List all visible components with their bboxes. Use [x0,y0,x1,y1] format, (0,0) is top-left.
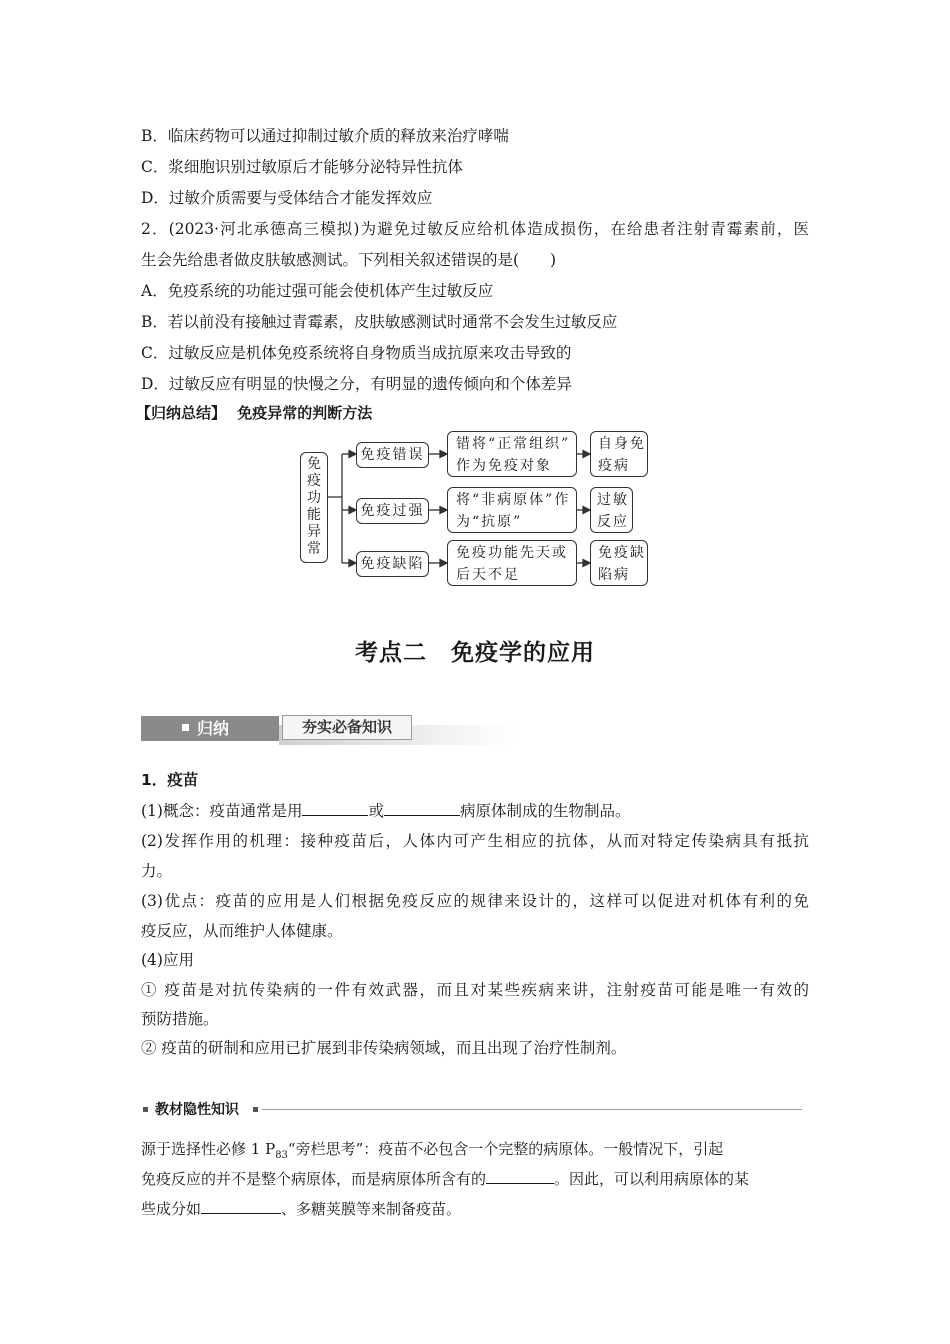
branch-excess-cause [447,487,577,533]
branch-excess-result [590,487,633,533]
hidden-line1 [141,1138,723,1161]
diagram-root-label: 免疫功能异常 [307,456,321,557]
vaccine-app1-line2: 预防措施。 [141,1010,219,1028]
hidden-line1-text-b: “旁栏思考”：疫苗不必包含一个完整的病原体。一般情况下，引起 [287,1140,724,1158]
diagram-root-box [300,452,328,563]
blank-4 [201,1199,281,1214]
branch-deficiency-type-label: 免疫缺陷 [360,556,425,572]
branch-deficiency-result [590,540,648,586]
q2-stem-line1: 2．(2023·河北承德高三模拟)为避免过敏反应给机体造成损伤，在给患者注射青霉素前，医 [141,220,809,238]
hidden-line2 [141,1168,749,1189]
vaccine-concept [141,799,631,821]
branch-deficiency-result-line2: 陷病 [598,567,630,583]
vaccine-app2: ② 疫苗的研制和应用已扩展到非传染病领域，而且出现了治疗性制剂。 [141,1039,627,1057]
branch-excess-cause-line1: 将“非病原体”作 [456,492,571,508]
q2-option-d: D．过敏反应有明显的快慢之分，有明显的遗传倾向和个体差异 [141,375,572,393]
hidden-line3 [141,1198,461,1219]
hidden-line3-text-b: 、多糖荚膜等来制备疫苗。 [281,1200,462,1218]
hidden-knowledge-rule [262,1109,802,1110]
branch-error-result-line2: 疫病 [598,458,630,474]
hidden-knowledge-title: 教材隐性知识 [155,1102,239,1118]
blank-2 [384,801,460,816]
branch-deficiency-cause-line1: 免疫功能先天或 [456,545,568,561]
vaccine-application-heading: (4)应用 [141,951,194,969]
q2-option-c: C．过敏反应是机体免疫系统将自身物质当成抗原来攻击导致的 [141,344,572,362]
page-subscript: 83 [275,1150,288,1161]
q1-option-b: B．临床药物可以通过抑制过敏介质的释放来治疗哮喘 [141,127,509,145]
hidden-knowledge-bullet-left [143,1107,148,1112]
vaccine-app1-line1: ① 疫苗是对抗传染病的一件有效武器，而且对某些疾病来讲，注射疫苗可能是唯一有效的 [141,981,809,999]
vaccine-advantage-line2: 疫反应，从而维护人体健康。 [141,922,343,940]
hidden-line3-text-a: 些成分如 [141,1200,202,1218]
q2-stem-line2: 生会先给患者做皮肤敏感测试。下列相关叙述错误的是( ) [141,251,557,269]
vaccine-concept-text-c: 病原体制成的生物制品。 [459,802,631,820]
branch-error-result [590,431,648,477]
branch-error-result-line1: 自身免 [598,436,646,452]
banner-light-label: 夯实必备知识 [282,715,412,740]
vaccine-advantage-line1: (3)优点：疫苗的应用是人们根据免疫反应的规律来设计的，这样可以促进对机体有利的免 [141,892,809,910]
branch-error-cause-line2: 作为免疫对象 [456,458,552,474]
blank-1 [302,801,368,816]
branch-deficiency-result-line1: 免疫缺 [598,545,646,561]
branch-error-type [356,442,429,468]
branch-excess-type-label: 免疫过强 [360,503,425,519]
banner-square-icon [182,724,189,731]
branch-error-type-label: 免疫错误 [360,447,425,463]
hidden-line2-text-b: 。因此，可以利用病原体的某 [554,1170,750,1188]
branch-error-cause-line1: 错将“正常组织” [456,436,571,452]
branch-excess-result-line1: 过敏 [597,492,629,508]
branch-deficiency-cause [447,540,577,586]
q1-option-d: D．过敏介质需要与受体结合才能发挥效应 [141,189,433,207]
vaccine-mechanism-line2: 力。 [141,862,173,880]
vaccine-concept-text-b: 或 [368,802,384,820]
blank-3 [486,1169,554,1184]
q2-option-b: B．若以前没有接触过青霉素，皮肤敏感测试时通常不会发生过敏反应 [141,313,618,331]
summary-title: 免疫异常的判断方法 [237,404,373,422]
section-title: 考点二 免疫学的应用 [355,640,595,666]
vaccine-mechanism-line1: (2)发挥作用的机理：接种疫苗后，人体内可产生相应的抗体，从而对特定传染病具有抵抗 [141,832,809,850]
q2-option-a: A．免疫系统的功能过强可能会使机体产生过敏反应 [141,282,494,300]
branch-excess-result-line2: 反应 [597,514,629,530]
branch-excess-cause-line2: 为“抗原” [456,514,523,530]
banner-dark-label: 归纳 [197,719,230,738]
branch-deficiency-type [356,551,429,577]
hidden-line1-text-a: 源于选择性必修 1 P [141,1140,276,1158]
branch-excess-type [356,498,429,524]
hidden-line2-text-a: 免疫反应的并不是整个病原体，而是病原体所含有的 [141,1170,487,1188]
q1-option-c: C．浆细胞识别过敏原后才能够分泌特异性抗体 [141,158,463,176]
vaccine-heading: 1．疫苗 [141,771,199,789]
branch-error-cause [447,431,577,477]
hidden-knowledge-bullet-right [253,1107,258,1112]
vaccine-concept-text-a: (1)概念：疫苗通常是用 [141,802,303,820]
summary-tag: 【归纳总结】 [136,404,227,422]
banner-dark [141,716,279,741]
branch-deficiency-cause-line2: 后天不足 [456,567,520,583]
